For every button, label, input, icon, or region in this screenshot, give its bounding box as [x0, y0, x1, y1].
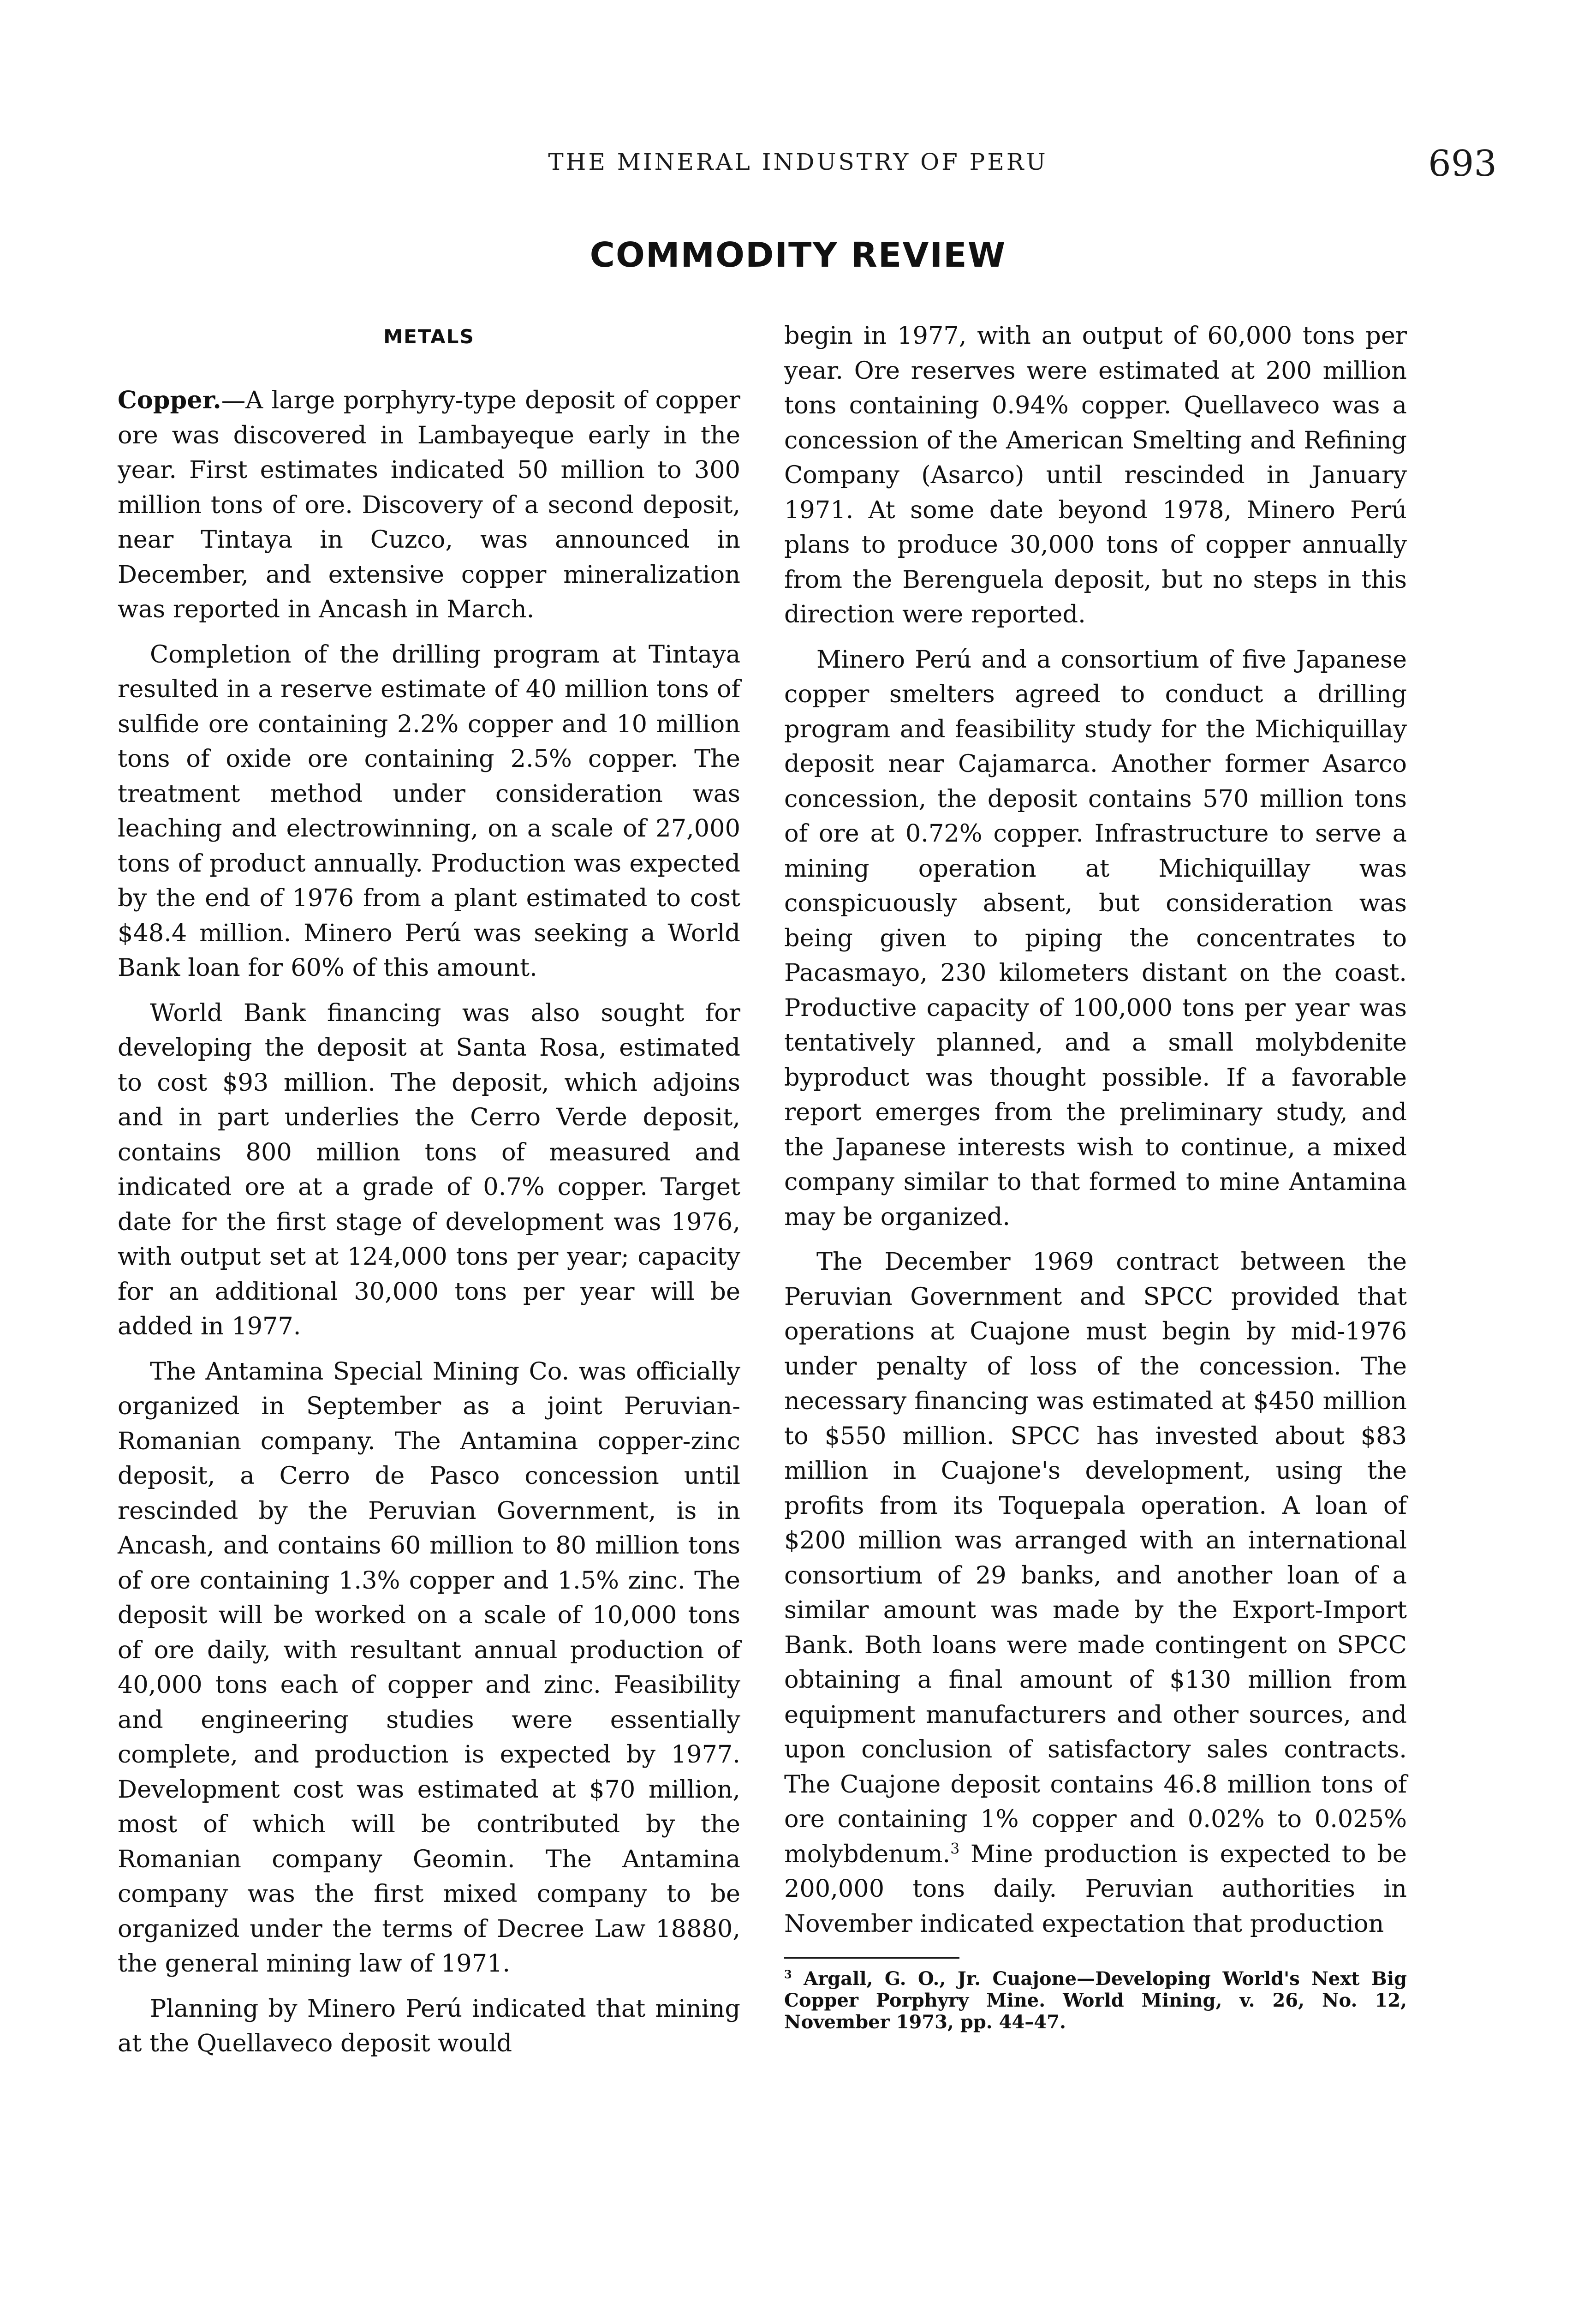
paragraph-santa-rosa: World Bank financing was also sought for developing the deposit at Santa Rosa, estimated to cost $93 million. The deposit, which adjoins and in part underlies the Cerro Verde deposit, contains 800 million tons of measured and indicated ore at a grade of 0.7% copper. Target date for the first stage of development was 1976, with output set at 124,000 tons per year; capacity for an additional 30,000 tons per year will be added in 1977.: [118, 998, 740, 1340]
footnote-text: Argall, G. O., Jr. Cuajone—Developing World's Next Big Copper Porphyry Mine. World Mining, v. 26, No. 12, November 1973, pp. 44–47.: [784, 1968, 1407, 2033]
footnote: [784, 1968, 1407, 2033]
paragraph-text: —A large porphyry-type deposit of copper ore was discovered in Lambayeque early in the year. First estimates indicated 50 million to 300 million tons of ore. Discovery of a second deposit, near Tintaya in Cuzco, was announced in December, and extensive copper mineralization was reported in Ancash in March.: [118, 386, 740, 623]
right-column: [784, 318, 1407, 2033]
paragraph-text: Mine production is expected to be 200,000 tons daily. Peruvian authorities in November indicated expectation that production: [784, 1840, 1407, 1938]
paragraph-copper: [118, 383, 740, 627]
paragraph-michiquillay: Minero Perú and a consortium of five Japanese copper smelters agreed to conduct a drilling program and feasibility study for the Michiquillay deposit near Cajamarca. Another former Asarco concession, the deposit contains 570 million tons of ore at 0.72% copper. Infrastructure to serve a mining operation at Michiquillay was conspicuously absent, but consideration was being given to piping the concentrates to Pacasmayo, 230 kilometers distant on the coast. Productive capacity of 100,000 tons per year was tentatively planned, and a small molybdenite byproduct was thought possible. If a favorable report emerges from the preliminary study, and the Japanese interests wish to continue, a mixed company similar to that formed to mine Antamina may be organized.: [784, 645, 1407, 1231]
paragraph-lead-copper: Copper.: [118, 386, 221, 414]
paragraph-cuajone: [784, 1244, 1407, 1941]
paragraph-quellaveco: Planning by Minero Perú indicated that mining at the Quellaveco deposit would: [118, 1994, 740, 2057]
section-heading-metals: METALS: [383, 325, 475, 348]
page-title: COMMODITY REVIEW: [590, 235, 1006, 275]
paragraph-antamina: The Antamina Special Mining Co. was officially organized in September as a joint Peruvian-Romanian company. The Antamina copper-zinc deposit, a Cerro de Pasco concession until rescinded by the Peruvian Government, is in Ancash, and contains 60 million to 80 million tons of ore containing 1.3% copper and 1.5% zinc. The deposit will be worked on a scale of 10,000 tons of ore daily, with resultant annual production of 40,000 tons each of copper and zinc. Feasibility and engineering studies were essentially complete, and production is expected by 1977. Development cost was estimated at $70 million, most of which will be contributed by the Romanian company Geomin. The Antamina company was the first mixed company to be organized under the terms of Decree Law 18880, the general mining law of 1971.: [118, 1357, 740, 1978]
left-column: [118, 318, 740, 2071]
footnote-reference: 3: [950, 1841, 960, 1857]
footnote-divider: [784, 1957, 959, 1959]
paragraph-quellaveco-continued: begin in 1977, with an output of 60,000 tons per year. Ore reserves were estimated at 200 million tons containing 0.94% copper. Quellaveco was a concession of the American Smelting and Refining Company (Asarco) until rescinded in January 1971. At some date beyond 1978, Minero Perú plans to produce 30,000 tons of copper annually from the Berenguela deposit, but no steps in this direction were reported.: [784, 322, 1407, 628]
footnote-marker: 3: [784, 1967, 792, 1981]
paragraph-text: The December 1969 contract between the Peruvian Government and SPCC provided that operations at Cuajone must begin by mid-1976 under penalty of loss of the concession. The necessary financing was estimated at $450 million to $550 million. SPCC has invested about $83 million in Cuajone's development, using the profits from its Toquepala operation. A loan of $200 million was arranged with an international consortium of 29 banks, and another loan of a similar amount was made by the Export-Import Bank. Both loans were made contingent on SPCC obtaining a final amount of $130 million from equipment manufacturers and other sources, and upon conclusion of satisfactory sales contracts. The Cuajone deposit contains 46.8 million tons of ore containing 1% copper and 0.02% to 0.025% molybdenum.: [784, 1248, 1407, 1868]
page-number: 693: [1428, 143, 1497, 185]
paragraph-tintaya: Completion of the drilling program at Tintaya resulted in a reserve estimate of 40 million tons of sulfide ore containing 2.2% copper and 10 million tons of oxide ore containing 2.5% copper. The treatment method under consideration was leaching and electrowinning, on a scale of 27,000 tons of product annually. Production was expected by the end of 1976 from a plant estimated to cost $48.4 million. Minero Perú was seeking a World Bank loan for 60% of this amount.: [118, 640, 740, 982]
running-header: THE MINERAL INDUSTRY OF PERU: [548, 149, 1048, 175]
